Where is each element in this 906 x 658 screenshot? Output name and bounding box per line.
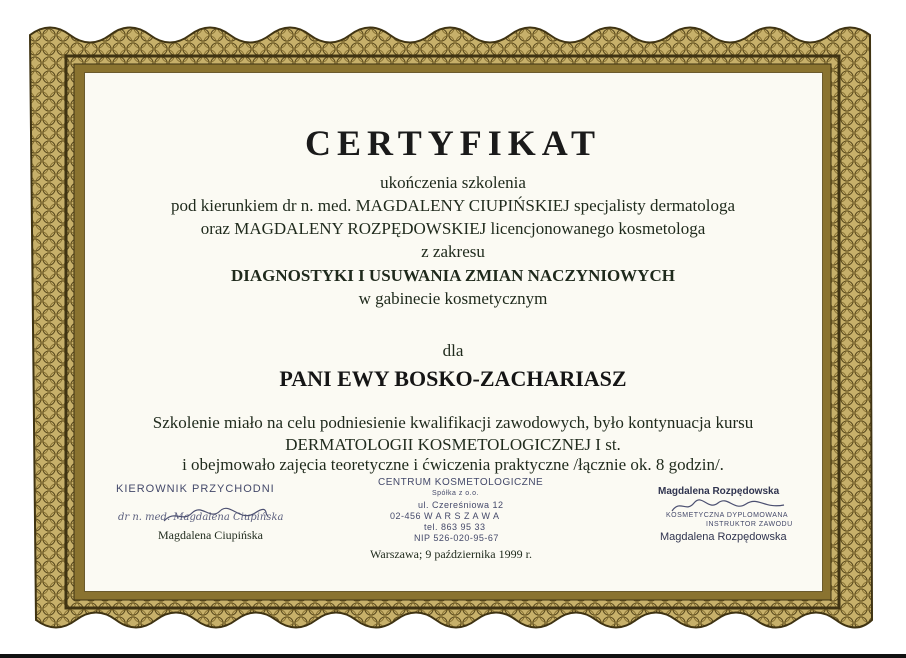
center-stamp-city: 02-456 W A R S Z A W A — [390, 511, 500, 521]
scope-label: z zakresu — [421, 242, 485, 261]
description-line-1: Szkolenie miało na celu podniesienie kwalifikacji zawodowych, było kontynuacja kursu — [152, 413, 754, 432]
training-subject: DIAGNOSTYKI I USUWANIA ZMIAN NACZYNIOWYCH — [231, 266, 675, 285]
issue-date: Warszawa; 9 października 1999 r. — [370, 547, 532, 561]
subject-note: w gabinecie kosmetycznym — [358, 289, 548, 308]
center-stamp-nip: NIP 526-020-95-67 — [414, 533, 499, 543]
left-handwritten-signature — [160, 505, 270, 527]
left-signature-heading: KIEROWNIK PRZYCHODNI — [116, 483, 275, 495]
certificate-title: CERTYFIKAT — [304, 123, 602, 163]
recipient-name: PANI EWY BOSKO-ZACHARIASZ — [279, 366, 627, 391]
description-line-2: DERMATOLOGII KOSMETOLOGICZNEJ I st. — [285, 435, 621, 454]
intro-line: ukończenia szkolenia — [380, 173, 526, 192]
left-signature-stamp: dr n. med. Magdalena Ciupińska — [118, 512, 284, 523]
scan-edge — [0, 654, 906, 658]
center-stamp-street: ul. Czereśniowa 12 — [418, 500, 504, 510]
right-signature-name-top: Magdalena Rozpędowska — [658, 486, 780, 497]
description-line-3: i obejmowało zajęcia teoretyczne i ćwiczenia praktyczne /łącznie ok. 8 godzin/. — [182, 455, 724, 474]
cosmetologist-line: oraz MAGDALENY ROZPĘDOWSKIEJ licencjonowanego kosmetologa — [200, 219, 706, 238]
center-stamp-org: CENTRUM KOSMETOLOGICZNE — [378, 477, 544, 488]
supervisor-line: pod kierunkiem dr n. med. MAGDALENY CIUPIŃSKIEJ specjalisty dermatologa — [170, 196, 736, 215]
right-stamp-line-1: KOSMETYCZNA DYPLOMOWANA — [666, 512, 789, 519]
for-label: dla — [442, 341, 464, 360]
right-stamp-line-2: INSTRUKTOR ZAWODU — [706, 521, 793, 528]
right-signature-name-bottom: Magdalena Rozpędowska — [660, 531, 787, 543]
center-stamp-phone: tel. 863 95 33 — [424, 522, 486, 532]
center-stamp-org-sub: Spółka z o.o. — [432, 490, 479, 497]
left-signature-name: Magdalena Ciupińska — [158, 528, 263, 542]
